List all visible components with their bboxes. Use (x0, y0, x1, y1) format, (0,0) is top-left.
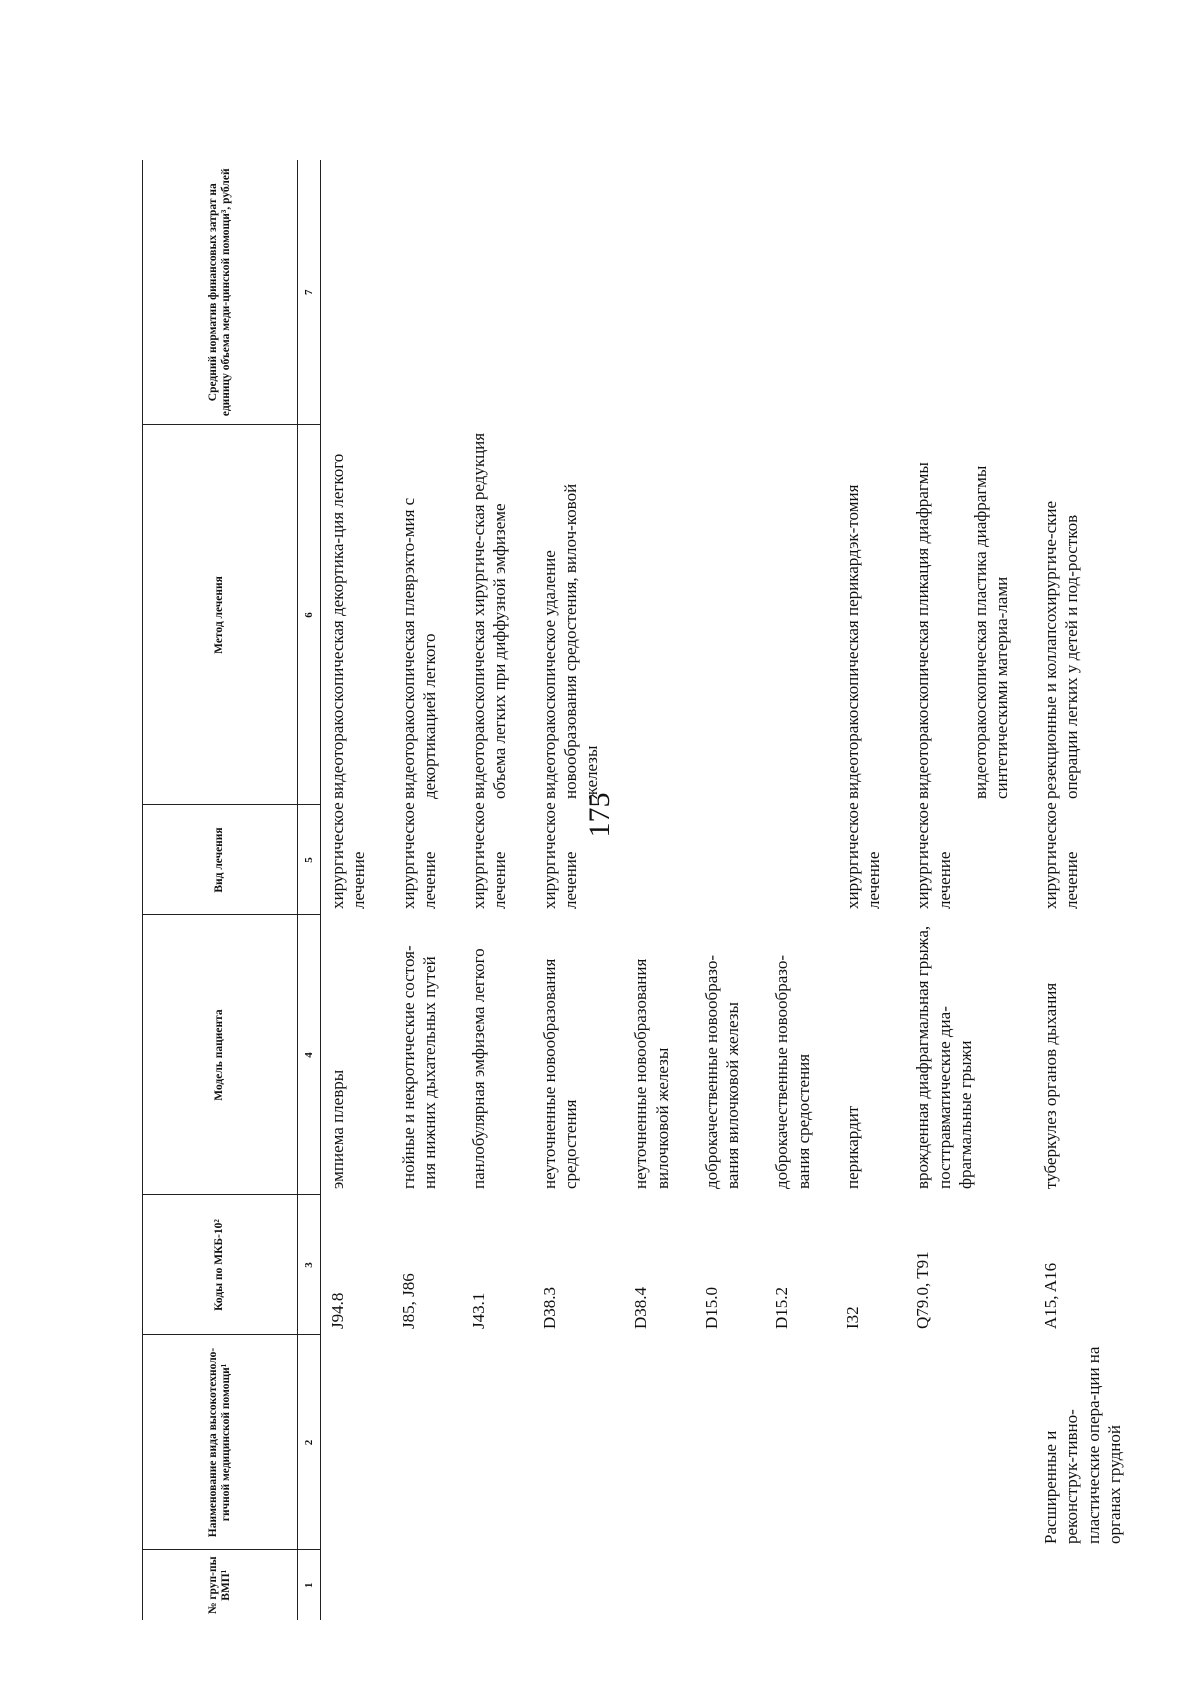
cell-kind (771, 805, 842, 915)
cell-model: доброкачественные новообразо-вания вилочковой железы (701, 954, 742, 1189)
column-number: 6 (298, 425, 321, 805)
cell-codes: D15.2 (772, 1286, 792, 1329)
cell-cost (468, 160, 539, 425)
cell-kind: хирургическое лечение (328, 802, 369, 909)
header-group: № груп-пы ВМП¹ (143, 1550, 298, 1620)
cell-method: видеоторакоскопическая декортика-ция легкого (328, 453, 347, 799)
cell-group (398, 1550, 469, 1620)
cell-codes: D38.4 (631, 1286, 651, 1329)
cell-codes: Q79.0, T91 (913, 1251, 933, 1329)
table-row (842, 160, 913, 1620)
cell-model: доброкачественные новообразо-вания средостения (772, 954, 813, 1189)
cell-codes: J85, J86 (398, 1273, 418, 1329)
cell-group (539, 1550, 631, 1620)
cell-group (1040, 1550, 1153, 1620)
cell-group (321, 1550, 398, 1620)
column-number: 4 (298, 915, 321, 1195)
cell-method (630, 425, 701, 805)
header-cost: Средний норматив финансовых затрат на единицу объема меди-цинской помощи³, рублей (143, 160, 298, 425)
cell-method: видеоторакоскопическое удаление новообразования средостения, вилоч-ковой железы (539, 483, 601, 799)
column-number: 5 (298, 805, 321, 915)
cell-name (398, 1335, 469, 1550)
cell-codes: J43.1 (469, 1292, 488, 1329)
cell-kind: хирургическое лечение (913, 802, 954, 909)
table-container (142, 160, 1200, 1620)
table-row (468, 160, 539, 1620)
cell-kind (630, 805, 701, 915)
cell-model: неуточненные новообразования средостения (539, 958, 580, 1189)
header-model: Модель пациента (143, 915, 298, 1195)
cell-group (912, 1550, 1040, 1620)
column-number: 2 (298, 1335, 321, 1550)
page-number: 175 (583, 792, 616, 838)
cell-name (468, 1335, 539, 1550)
cell-name: Расширенные и реконструк-тивно-пластические опера-ции на органах грудной (1041, 1346, 1124, 1544)
cell-method: видеоторакоскопическая плеврэкто-мия с декортикацией легкого (398, 497, 439, 799)
cell-model: эмпиема плевры (328, 1069, 347, 1189)
cell-codes: D15.0 (701, 1286, 721, 1329)
cell-group (630, 1550, 701, 1620)
cell-method (701, 425, 772, 805)
cell-codes: A15, A16 (1041, 1262, 1060, 1329)
cell-group (468, 1550, 539, 1620)
table-header (143, 160, 321, 1620)
cell-group (771, 1550, 842, 1620)
cell-kind: хирургическое лечение (1041, 802, 1082, 909)
table-body (321, 160, 1154, 1620)
table-row (321, 160, 398, 1620)
table-row (630, 160, 701, 1620)
header-kind: Вид лечения (143, 805, 298, 915)
table-row (701, 160, 772, 1620)
header-row (143, 160, 298, 1620)
table-row (771, 160, 842, 1620)
cell-cost (912, 160, 1040, 425)
cell-codes: I32 (842, 1306, 862, 1329)
cell-codes: J94.8 (328, 1292, 347, 1329)
cell-cost (539, 160, 631, 425)
cell-model: панлобулярная эмфизема легкого (469, 948, 488, 1189)
cell-cost (321, 160, 398, 425)
cell-model: туберкулез органов дыхания (1041, 982, 1060, 1189)
method-text: видеоторакоскопическая пликация диафрагмы (913, 462, 933, 799)
cell-method: резекционные и коллапсохирургиче-ские операции легких у детей и под-ростков (1041, 500, 1082, 799)
column-number-row (298, 160, 321, 1620)
cell-name (630, 1335, 701, 1550)
cell-cost (630, 160, 701, 425)
cell-method: видеоторакоскопическая хирургиче-ская редукция объема легких при диффузной эмфиземе (469, 432, 510, 799)
cell-method (912, 425, 1040, 805)
cell-codes: D38.3 (539, 1286, 559, 1329)
cell-kind: хирургическое лечение (398, 802, 439, 909)
table-row (1040, 160, 1153, 1620)
cell-model: перикардит (842, 1105, 862, 1189)
cell-group (842, 1550, 913, 1620)
cell-kind: хирургическое лечение (469, 802, 510, 909)
cell-model: врожденная диафрагмальная грыжа, посттравматические диа-фрагмальные грыжи (913, 925, 975, 1189)
cell-name (321, 1335, 398, 1550)
table-row (398, 160, 469, 1620)
table-row (539, 160, 631, 1620)
header-name: Наименование вида высокотехноло-гичной медицинской помощи¹ (143, 1335, 298, 1550)
header-codes: Коды по МКБ-10² (143, 1195, 298, 1335)
cell-cost (842, 160, 913, 425)
method-text-alt: видеоторакоскопическая пластика диафрагмы синтетическими материа-лами (970, 465, 1011, 799)
cell-model: неуточненные новообразования вилочковой железы (631, 958, 672, 1189)
cell-cost (771, 160, 842, 425)
cell-name (539, 1335, 631, 1550)
column-number: 7 (298, 160, 321, 425)
cell-name (771, 1335, 842, 1550)
vmp-table (142, 160, 1153, 1620)
cell-cost (701, 160, 772, 425)
cell-cost (1040, 160, 1153, 425)
cell-name (912, 1335, 1040, 1550)
cell-model: гнойные и некротические состоя-ния нижних дыхательных путей (398, 945, 439, 1189)
cell-name (842, 1335, 913, 1550)
cell-method: видеоторакоскопическая перикардэк-томия (842, 484, 862, 799)
cell-cost (398, 160, 469, 425)
cell-kind (701, 805, 772, 915)
cell-group (701, 1550, 772, 1620)
cell-name (701, 1335, 772, 1550)
column-number: 3 (298, 1195, 321, 1335)
cell-kind: хирургическое лечение (842, 802, 883, 909)
table-row (912, 160, 1040, 1620)
cell-method (771, 425, 842, 805)
cell-kind: хирургическое лечение (539, 802, 580, 909)
header-method: Метод лечения (143, 425, 298, 805)
column-number: 1 (298, 1550, 321, 1620)
